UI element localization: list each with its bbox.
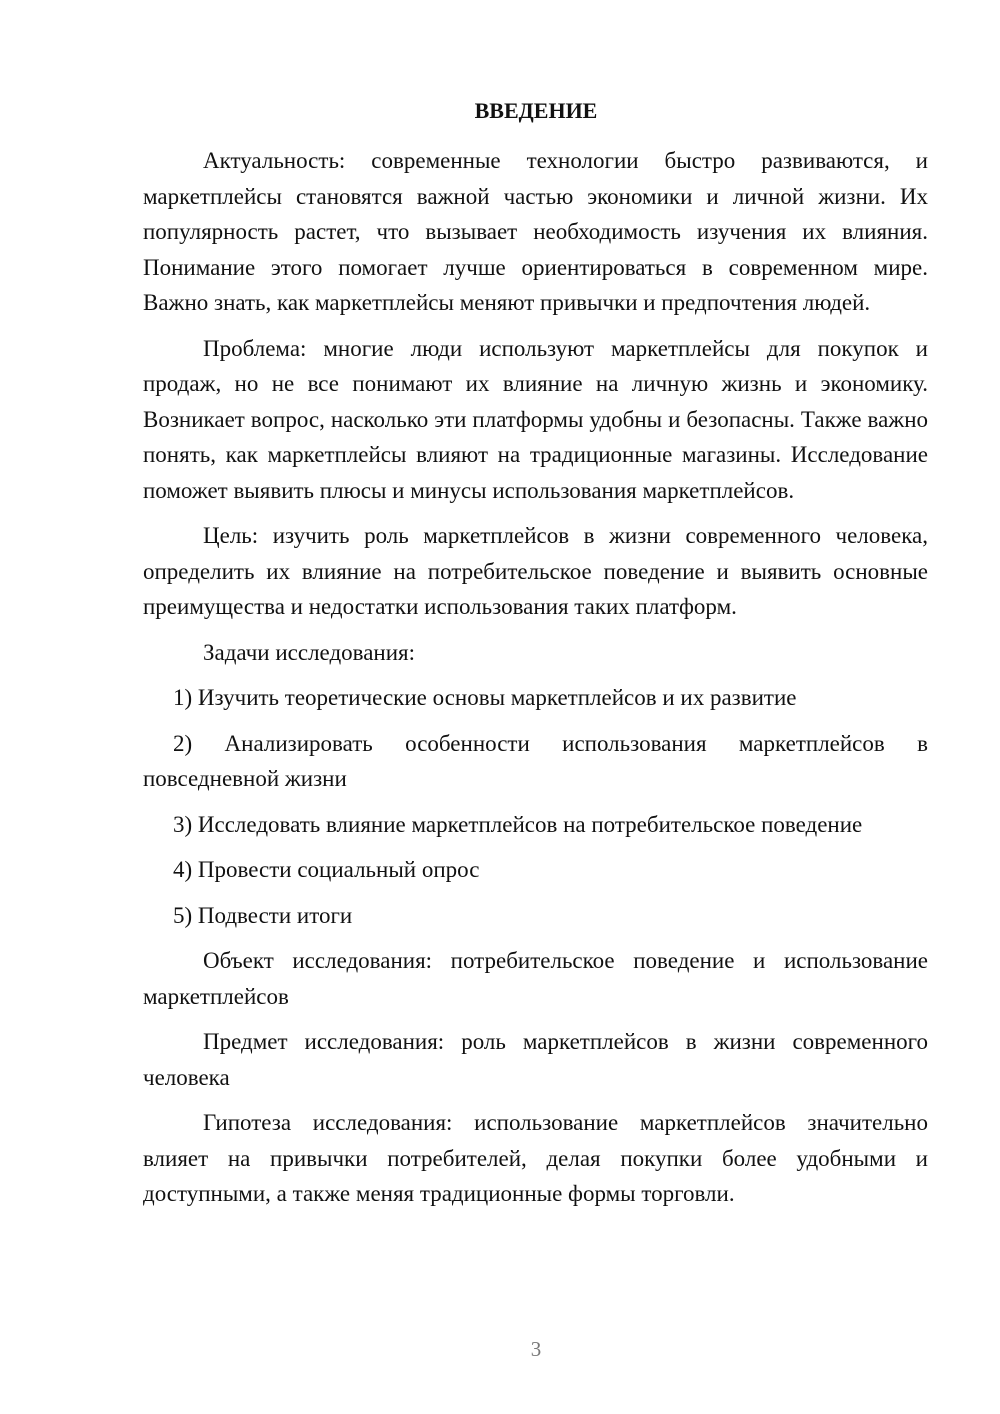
paragraph-relevance: Актуальность: современные технологии быстро развиваются, и маркетплейсы становятся важной частью экономики и личной жизни. Их популярность растет, что вызывает необходимость изучения их влияния. Понимание этого помогает лучше ориентироваться в современном мире. Важно знать, как маркетплейсы меняют привычки и предпочтения людей. bbox=[143, 148, 928, 315]
task-item-1: 1) Изучить теоретические основы маркетплейсов и их развитие bbox=[173, 685, 797, 710]
paragraph-object: Объект исследования: потребительское поведение и использование маркетплейсов bbox=[143, 948, 928, 1009]
paragraph-goal: Цель: изучить роль маркетплейсов в жизни современного человека, определить их влияние на потребительское поведение и выявить основные преимущества и недостатки использования таких платформ. bbox=[143, 523, 928, 619]
page-title: ВВЕДЕНИЕ bbox=[474, 98, 598, 123]
page-number: 3 bbox=[530, 1337, 542, 1361]
paragraph-subject: Предмет исследования: роль маркетплейсов в жизни современного человека bbox=[143, 1029, 928, 1090]
paragraph-problem: Проблема: многие люди используют маркетплейсы для покупок и продаж, но не все понимают их влияние на личную жизнь и экономику. Возникает вопрос, насколько эти платформы удобны и безопасны. Также важно понять, как маркетплейсы влияют на традиционные магазины. Исследование поможет выявить плюсы и минусы использования маркетплейсов. bbox=[143, 335, 928, 503]
paragraph-tasks-heading: Задачи исследования: bbox=[203, 639, 416, 665]
paragraph-hypothesis: Гипотеза исследования: использование маркетплейсов значительно влияет на привычки потребителей, делая покупки более удобными и доступными, а также меняя традиционные формы торговли. bbox=[143, 1110, 928, 1206]
document-body bbox=[143, 143, 928, 1212]
task-item-3: 3) Исследовать влияние маркетплейсов на потребительское поведение bbox=[173, 811, 863, 837]
task-item-5: 5) Подвести итоги bbox=[173, 902, 353, 928]
task-item-4: 4) Провести социальный опрос bbox=[173, 857, 480, 882]
task-item-2: 2) Анализировать особенности использования маркетплейсов в повседневной жизни bbox=[143, 730, 928, 791]
